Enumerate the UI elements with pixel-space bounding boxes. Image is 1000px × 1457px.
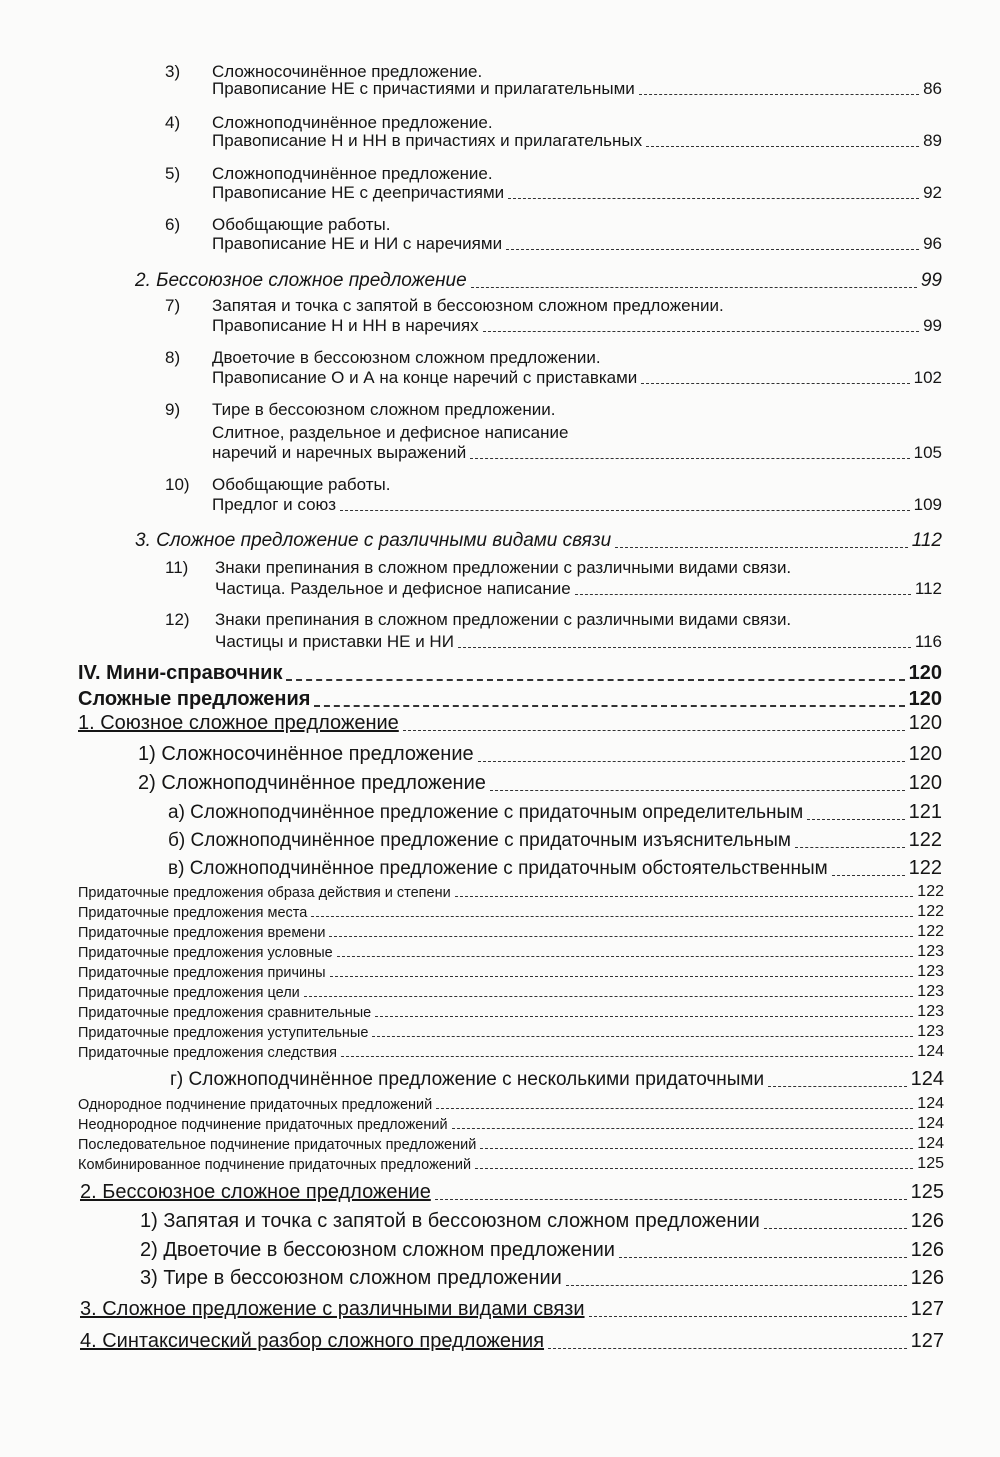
- lesson-12-subtitle: Частицы и приставки НЕ и НИ: [215, 632, 454, 651]
- ref-item-1-2b[interactable]: [168, 829, 942, 852]
- ref-section-4-title: 4. Синтаксический разбор сложного предложения: [80, 1330, 545, 1352]
- toc-part-4[interactable]: [78, 662, 942, 685]
- lesson-4-title: Сложноподчинённое предложение.: [212, 113, 493, 132]
- clause-page: 122: [917, 903, 944, 920]
- leader-dots: [314, 705, 904, 707]
- ref-item-1-2b-title: б) Сложноподчинённое предложение с придаточным изъяснительным: [168, 830, 791, 851]
- lesson-10-title: Обобщающие работы.: [212, 475, 391, 494]
- ref-item-1-2a-page: 121: [908, 801, 942, 823]
- subordination-title: Комбинированное подчинение придаточных предложений: [78, 1157, 472, 1173]
- clause-title: Придаточные предложения времени: [78, 925, 326, 941]
- leader-dots: [646, 146, 919, 147]
- leader-dots: [615, 547, 907, 548]
- leader-dots: [330, 976, 914, 977]
- clause-page: 123: [917, 1023, 944, 1040]
- ref-item-2-2-title: 2) Двоеточие в бессоюзном сложном предложении: [140, 1239, 615, 1261]
- ref-item-1-2c-title: в) Сложноподчинённое предложение с придаточным обстоятельственным: [168, 858, 828, 879]
- leader-dots: [337, 956, 914, 957]
- subordination-page: 124: [917, 1135, 944, 1152]
- clause-title: Придаточные предложения причины: [78, 965, 326, 981]
- subordination-page: 125: [917, 1155, 944, 1172]
- lesson-5-number: 5): [165, 164, 181, 183]
- leader-dots: [548, 1348, 907, 1349]
- ref-section-1-title: 1. Союзное сложное предложение: [78, 712, 399, 734]
- leader-dots: [435, 1199, 907, 1200]
- ref-item-2-3[interactable]: [140, 1267, 944, 1290]
- lesson-6-page: 96: [923, 234, 942, 253]
- clause-page: 123: [917, 1003, 944, 1020]
- lesson-10-subtitle: Предлог и союз: [212, 495, 337, 514]
- subordination-page: 124: [917, 1115, 944, 1132]
- ref-section-3-page: 127: [910, 1298, 944, 1320]
- clause-title: Придаточные предложения места: [78, 905, 308, 921]
- leader-dots: [304, 996, 914, 997]
- leader-dots: [375, 1016, 913, 1017]
- toc-complex-sentences[interactable]: [78, 688, 942, 711]
- lesson-5-page: 92: [923, 183, 942, 202]
- lesson-12-title: Знаки препинания в сложном предложении с различными видами связи.: [215, 610, 792, 629]
- lesson-3-title: Сложносочинённое предложение.: [212, 62, 483, 81]
- lesson-7-number: 7): [165, 296, 181, 315]
- lesson-3-subtitle: Правописание НЕ с причастиями и прилагательными: [212, 79, 635, 98]
- clause-page: 122: [917, 923, 944, 940]
- clause-entry[interactable]: [78, 883, 944, 901]
- lesson-7-title: Запятая и точка с запятой в бессоюзном сложном предложении.: [212, 296, 724, 315]
- lesson-9-page: 105: [913, 443, 942, 462]
- leader-dots: [340, 510, 910, 511]
- leader-dots: [575, 594, 911, 595]
- ref-item-2-3-page: 126: [910, 1267, 944, 1289]
- toc-entry-lesson-12[interactable]: [215, 632, 942, 652]
- clause-title: Придаточные предложения сравнительные: [78, 1005, 372, 1021]
- lesson-12-number: 12): [165, 610, 190, 629]
- subordination-title: Однородное подчинение придаточных предложений: [78, 1097, 433, 1113]
- clause-page: 122: [917, 883, 944, 900]
- ref-item-1-1[interactable]: [138, 743, 942, 766]
- leader-dots: [795, 847, 905, 848]
- ref-item-1-2-page: 120: [908, 772, 942, 794]
- ref-item-2-2[interactable]: [140, 1239, 944, 1262]
- ref-item-2-1[interactable]: [140, 1210, 944, 1233]
- toc-section-3[interactable]: [135, 530, 942, 552]
- ref-item-2-3-title: 3) Тире в бессоюзном сложном предложении: [140, 1267, 562, 1289]
- leader-dots: [475, 1168, 913, 1169]
- subordination-entry[interactable]: [78, 1155, 944, 1173]
- lesson-11-number: 11): [165, 558, 189, 577]
- clause-page: 124: [917, 1043, 944, 1060]
- ref-section-1[interactable]: [78, 712, 942, 735]
- ref-section-3[interactable]: [80, 1298, 944, 1321]
- lesson-4-page: 89: [923, 131, 942, 150]
- lesson-3-number: 3): [165, 62, 181, 81]
- lesson-4-subtitle: Правописание Н и НН в причастиях и прилагательных: [212, 131, 643, 150]
- ref-item-1-2c-page: 122: [908, 857, 942, 879]
- part-4-title: IV. Мини-справочник: [78, 662, 283, 684]
- toc-entry-lesson-4[interactable]: [212, 131, 942, 151]
- lesson-11-subtitle: Частица. Раздельное и дефисное написание: [215, 579, 571, 598]
- clause-title: Придаточные предложения образа действия и степени: [78, 885, 451, 901]
- lesson-9-subtitle: наречий и наречных выражений: [212, 443, 467, 462]
- ref-item-1-1-page: 120: [908, 743, 942, 765]
- clause-title: Придаточные предложения следствия: [78, 1045, 337, 1061]
- lesson-8-page: 102: [913, 368, 942, 387]
- toc-entry-lesson-5[interactable]: [212, 183, 942, 203]
- lesson-6-title: Обобщающие работы.: [212, 215, 391, 234]
- subordination-entry[interactable]: [78, 1095, 944, 1113]
- subordination-page: 124: [917, 1095, 944, 1112]
- lesson-5-subtitle: Правописание НЕ с деепричастиями: [212, 183, 505, 202]
- leader-dots: [506, 249, 919, 250]
- lesson-4-number: 4): [165, 113, 181, 132]
- leader-dots: [286, 679, 904, 681]
- leader-dots: [403, 730, 905, 731]
- section-2-page: 99: [920, 270, 942, 291]
- lesson-12-page: 116: [914, 632, 942, 651]
- clause-title: Придаточные предложения условные: [78, 945, 333, 961]
- clause-entry[interactable]: [78, 1043, 944, 1061]
- clause-entry[interactable]: [78, 903, 944, 921]
- ref-section-1-page: 120: [908, 712, 942, 734]
- toc-entry-lesson-10[interactable]: [212, 495, 942, 515]
- ref-item-1-1-title: 1) Сложносочинённое предложение: [138, 743, 474, 765]
- ref-section-2-title: 2. Бессоюзное сложное предложение: [80, 1181, 431, 1203]
- complex-sentences-page: 120: [908, 688, 942, 710]
- lesson-3-page: 86: [923, 79, 942, 98]
- clause-entry[interactable]: [78, 943, 944, 961]
- section-3-page: 112: [911, 530, 942, 551]
- toc-entry-lesson-8[interactable]: [212, 368, 942, 388]
- leader-dots: [619, 1257, 907, 1258]
- lesson-9-title: Тире в бессоюзном сложном предложении.: [212, 400, 556, 419]
- clause-title: Придаточные предложения цели: [78, 985, 300, 1001]
- ref-section-4[interactable]: [80, 1330, 944, 1353]
- ref-section-4-page: 127: [910, 1330, 944, 1352]
- ref-item-1-2g[interactable]: [170, 1068, 944, 1091]
- ref-item-1-2-title: 2) Сложноподчинённое предложение: [138, 772, 486, 794]
- ref-section-3-title: 3. Сложное предложение с различными видами связи: [80, 1298, 585, 1320]
- leader-dots: [452, 1128, 914, 1129]
- lesson-10-page: 109: [913, 495, 942, 514]
- toc-entry-lesson-9[interactable]: [212, 443, 942, 463]
- leader-dots: [764, 1228, 907, 1229]
- leader-dots: [471, 287, 917, 288]
- clause-page: 123: [917, 983, 944, 1000]
- toc-entry-lesson-3[interactable]: [212, 79, 942, 99]
- ref-item-2-1-title: 1) Запятая и точка с запятой в бессоюзном сложном предложении: [140, 1210, 760, 1232]
- leader-dots: [480, 1148, 913, 1149]
- toc-section-2[interactable]: [135, 270, 942, 292]
- lesson-8-title: Двоеточие в бессоюзном сложном предложении.: [212, 348, 601, 367]
- toc-entry-lesson-11[interactable]: [215, 579, 942, 599]
- clause-entry[interactable]: [78, 1003, 944, 1021]
- ref-section-2[interactable]: [80, 1181, 944, 1204]
- clause-entry[interactable]: [78, 983, 944, 1001]
- lesson-10-number: 10): [165, 475, 190, 494]
- clause-entry[interactable]: [78, 923, 944, 941]
- toc-entry-lesson-7[interactable]: [212, 316, 942, 336]
- clause-title: Придаточные предложения уступительные: [78, 1025, 369, 1041]
- leader-dots: [470, 458, 909, 459]
- leader-dots: [372, 1036, 913, 1037]
- leader-dots: [458, 647, 911, 648]
- ref-item-2-2-page: 126: [910, 1239, 944, 1261]
- leader-dots: [341, 1056, 913, 1057]
- clause-entry[interactable]: [78, 963, 944, 981]
- leader-dots: [641, 383, 909, 384]
- leader-dots: [490, 790, 905, 791]
- leader-dots: [483, 331, 919, 332]
- clause-page: 123: [917, 943, 944, 960]
- leader-dots: [311, 916, 913, 917]
- lesson-7-page: 99: [923, 316, 942, 335]
- clause-entry[interactable]: [78, 1023, 944, 1041]
- part-4-page: 120: [908, 662, 942, 684]
- leader-dots: [639, 94, 919, 95]
- ref-item-1-2[interactable]: [138, 772, 942, 795]
- leader-dots: [478, 761, 905, 762]
- lesson-5-title: Сложноподчинённое предложение.: [212, 164, 493, 183]
- lesson-8-subtitle: Правописание О и А на конце наречий с приставками: [212, 368, 638, 387]
- lesson-8-number: 8): [165, 348, 181, 367]
- ref-item-1-2b-page: 122: [908, 829, 942, 851]
- ref-section-2-page: 125: [910, 1181, 944, 1203]
- leader-dots: [832, 875, 905, 876]
- lesson-6-subtitle: Правописание НЕ и НИ с наречиями: [212, 234, 503, 253]
- leader-dots: [436, 1108, 913, 1109]
- lesson-11-page: 112: [914, 579, 942, 598]
- toc-entry-lesson-6[interactable]: [212, 234, 942, 254]
- leader-dots: [566, 1285, 907, 1286]
- ref-item-1-2a[interactable]: [168, 801, 942, 824]
- ref-item-1-2a-title: а) Сложноподчинённое предложение с придаточным определительным: [168, 802, 804, 823]
- leader-dots: [768, 1086, 907, 1087]
- lesson-9-number: 9): [165, 400, 181, 419]
- leader-dots: [508, 198, 919, 199]
- subordination-entry[interactable]: [78, 1135, 944, 1153]
- leader-dots: [329, 936, 913, 937]
- lesson-9-title-cont: Слитное, раздельное и дефисное написание: [212, 423, 569, 442]
- leader-dots: [807, 819, 904, 820]
- ref-item-1-2g-title: г) Сложноподчинённое предложение с несколькими придаточными: [170, 1069, 765, 1090]
- subordination-title: Неоднородное подчинение придаточных предложений: [78, 1117, 448, 1133]
- subordination-entry[interactable]: [78, 1115, 944, 1133]
- ref-item-2-1-page: 126: [910, 1210, 944, 1232]
- ref-item-1-2g-page: 124: [910, 1068, 944, 1090]
- section-3-title: 3. Сложное предложение с различными видами связи: [135, 530, 612, 551]
- lesson-6-number: 6): [165, 215, 181, 234]
- section-2-title: 2. Бессоюзное сложное предложение: [135, 270, 467, 291]
- leader-dots: [589, 1316, 907, 1317]
- lesson-7-subtitle: Правописание Н и НН в наречиях: [212, 316, 479, 335]
- complex-sentences-title: Сложные предложения: [78, 688, 311, 710]
- lesson-11-title: Знаки препинания в сложном предложении с различными видами связи.: [215, 558, 792, 577]
- ref-item-1-2c[interactable]: [168, 857, 942, 880]
- leader-dots: [455, 896, 914, 897]
- subordination-title: Последовательное подчинение придаточных предложений: [78, 1137, 477, 1153]
- clause-page: 123: [917, 963, 944, 980]
